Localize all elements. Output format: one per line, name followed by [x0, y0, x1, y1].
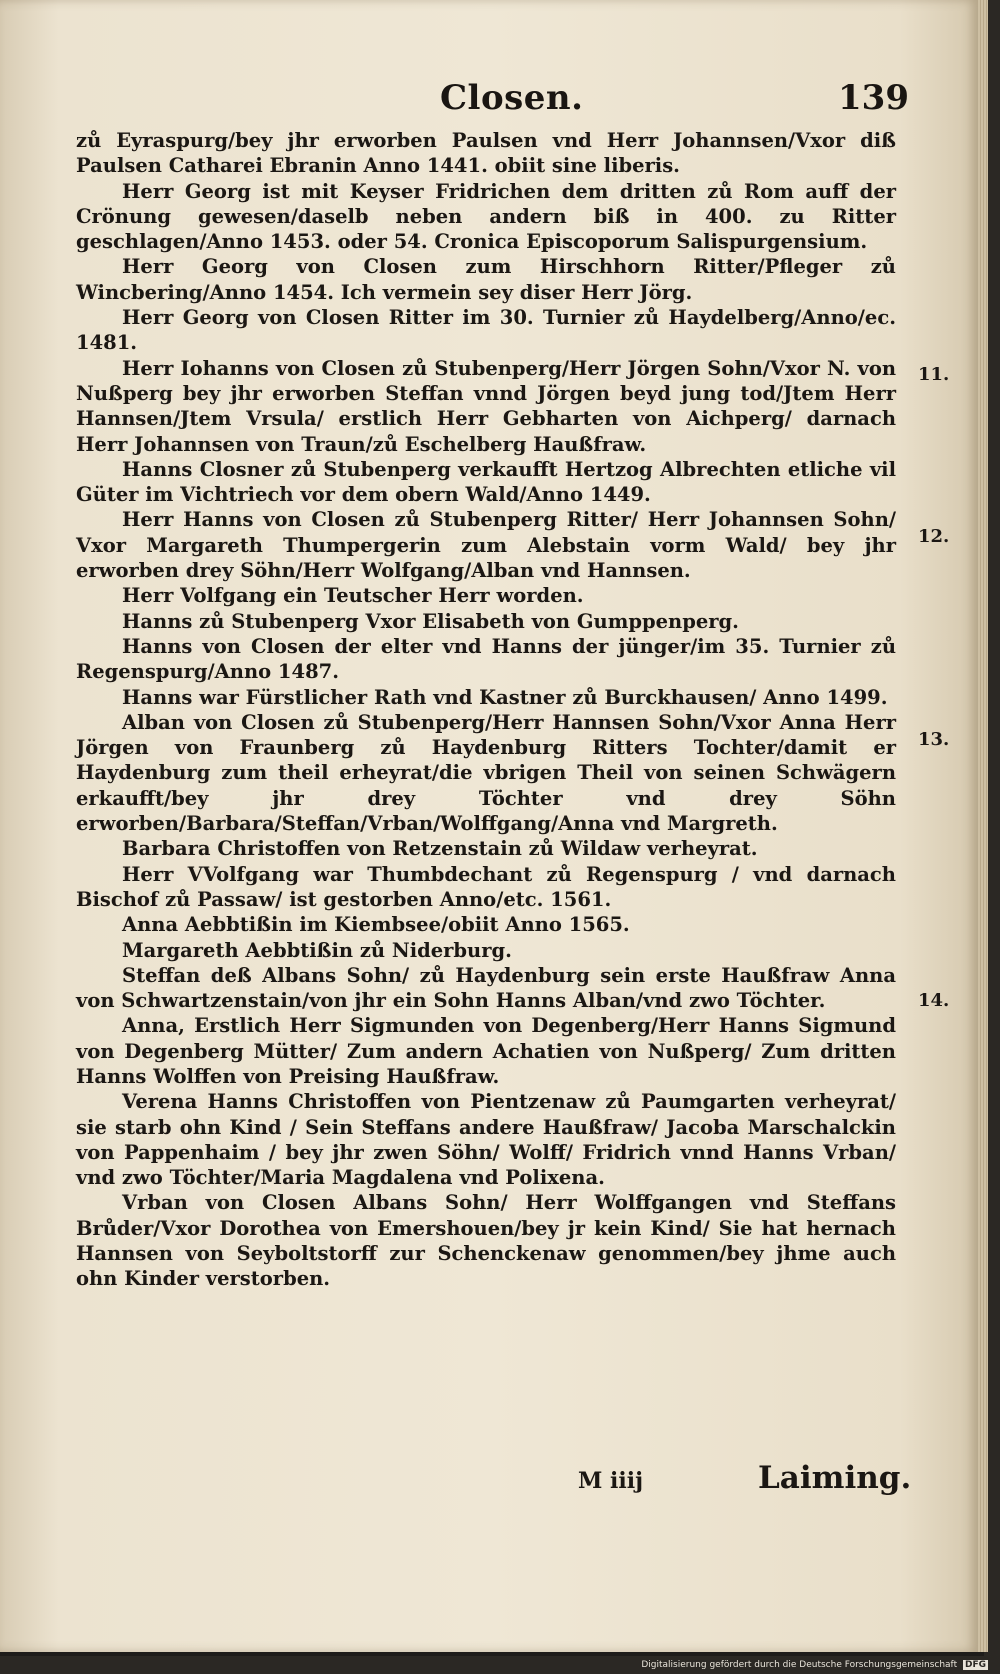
margin-number: 13.	[918, 729, 950, 750]
page-number: 139	[838, 78, 909, 118]
paragraph: Hanns war Fürstlicher Rath vnd Kastner zů Burckhausen/ Anno 1499.	[122, 685, 888, 709]
paragraph: Alban von Closen zů Stubenperg/Herr Hannsen Sohn/Vxor Anna Herr Jörgen von Fraunberg zů Haydenburg Ritters Tochter/damit er Haydenburg zum theil erheyrat/die vbrigen Theil von seinen Schwägern erkaufft/bey jhr drey Töchter vnd drey Söhn erworben/Barbara/Steffan/Vrban/Wolffgang/Anna vnd Margreth.	[76, 710, 896, 836]
running-head	[0, 78, 978, 128]
paragraph: Herr Georg von Closen Ritter im 30. Turnier zů Haydelberg/Anno/ec. 1481.	[76, 306, 896, 355]
paragraph: Anna, Erstlich Herr Sigmunden von Degenberg/Herr Hanns Sigmund von Degenberg Mütter/ Zum andern Achatien von Nußperg/ Zum dritten Hanns Wolffen von Preising Haußfraw.	[76, 1014, 896, 1088]
paragraph: Herr Iohanns von Closen zů Stubenperg/Herr Jörgen Sohn/Vxor N. von Nußperg bey jhr erworben Steffan vnnd Jörgen beyd jung tod/Jtem Herr Hannsen/Jtem Vrsula/ erstlich Herr Gebharten von Aichperg/ darnach Herr Johannsen von Traun/zů Eschelberg Haußfraw.	[76, 356, 896, 456]
paragraph: Herr VVolfgang war Thumbdechant zů Regenspurg / vnd darnach Bischof zů Passaw/ ist gestorben Anno/etc. 1561.	[76, 862, 896, 911]
page-title: Closen.	[440, 78, 584, 118]
margin-number: 14.	[918, 990, 950, 1011]
paragraph: Herr Georg ist mit Keyser Fridrichen dem dritten zů Rom auff der Crönung gewesen/daselb neben andern biß in 400. zu Ritter geschlagen/Anno 1453. oder 54. Cronica Episcoporum Salispurgensium.	[76, 179, 896, 254]
paragraph: Herr Georg von Closen zum Hirschhorn Ritter/Pfleger zů Wincbering/Anno 1454. Ich vermein sey diser Herr Jörg.	[76, 255, 896, 304]
paragraph: Hanns von Closen der elter vnd Hanns der jünger/im 35. Turnier zů Regenspurg/Anno 1487.	[76, 634, 896, 684]
paragraph: Barbara Christoffen von Retzenstain zů Wildaw verheyrat.	[122, 837, 758, 861]
paragraph: zů Eyraspurg/bey jhr erworben Paulsen vnd Herr Johannsen/Vxor diß Paulsen Catharei Ebranin Anno 1441. obiit sine liberis.	[76, 129, 896, 178]
body-text	[76, 128, 896, 1292]
paragraph: Anna Aebbtißin im Kiembsee/obiit Anno 1565.	[122, 913, 630, 937]
paragraph: Steffan deß Albans Sohn/ zů Haydenburg sein erste Haußfraw Anna von Schwartzenstain/von jhr ein Sohn Hanns Alban/vnd zwo Töchter.	[76, 963, 896, 1013]
catchword: Laiming.	[758, 1460, 912, 1496]
paragraph: Hanns zů Stubenperg Vxor Elisabeth von Gumppenperg.	[122, 609, 739, 633]
paragraph: Vrban von Closen Albans Sohn/ Herr Wolffgangen vnd Steffans Brůder/Vxor Dorothea von Emershouen/bey jr kein Kind/ Sie hat hernach Hannsen von Seyboltstorff zur Schenckenaw genommen/bey jhme auch ohn Kinder verstorben.	[76, 1191, 896, 1291]
margin-number: 12.	[918, 526, 950, 547]
paragraph: Hanns Closner zů Stubenperg verkaufft Hertzog Albrechten etliche vil Güter im Vichtriech vor dem obern Wald/Anno 1449.	[76, 457, 896, 507]
paragraph: Margareth Aebbtißin zů Niderburg.	[122, 938, 512, 962]
dfg-logo-icon: DFG	[964, 1660, 986, 1670]
credit-text: Digitalisierung gefördert durch die Deutsche Forschungsgemeinschaft	[641, 1660, 958, 1670]
paragraph: Herr Hanns von Closen zů Stubenperg Ritter/ Herr Johannsen Sohn/ Vxor Margareth Thumpergerin zum Alebstain vorm Wald/ bey jhr erworben drey Söhn/Herr Wolfgang/Alban vnd Hannsen.	[76, 508, 896, 583]
page-edge	[978, 0, 988, 1652]
paragraph: Verena Hanns Christoffen von Pientzenaw zů Paumgarten verheyrat/ sie starb ohn Kind / Sein Steffans andere Haußfraw/ Jacoba Marschalckin von Pappenhaim / bey jhr zwen Söhn/ Wolff/ Fridrich vnnd Hanns Vrban/ vnd zwo Töchter/Maria Magdalena vnd Polixena.	[76, 1090, 896, 1190]
paragraph: Herr Volfgang ein Teutscher Herr worden.	[122, 584, 584, 608]
signature-mark: M iiij	[578, 1468, 644, 1494]
digitization-credit	[641, 1660, 988, 1670]
margin-number: 11.	[918, 364, 950, 385]
